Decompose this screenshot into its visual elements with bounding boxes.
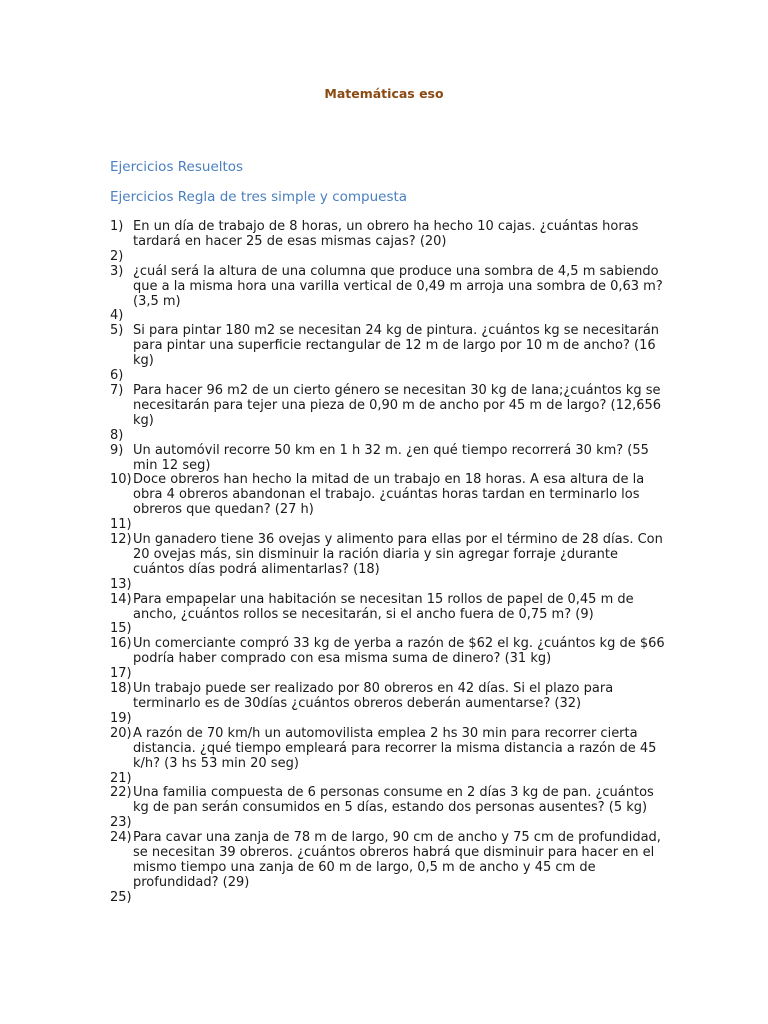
exercise-text	[133, 712, 670, 727]
exercise-list	[110, 220, 670, 906]
exercise-text: Para empapelar una habitación se necesitan 15 rollos de papel de 0,45 m de ancho, ¿cuántos rollos se necesitarán, si el ancho fuera de 0,75 m? (9)	[133, 591, 634, 622]
list-item	[110, 220, 670, 250]
exercise-number: 21)	[110, 770, 132, 786]
exercise-number: 9)	[110, 442, 124, 458]
exercise-number: 19)	[110, 710, 132, 726]
list-item	[110, 593, 670, 623]
list-item	[110, 309, 670, 324]
list-item	[110, 369, 670, 384]
exercise-number: 5)	[110, 323, 124, 339]
exercise-text: En un día de trabajo de 8 horas, un obrero ha hecho 10 cajas. ¿cuántas horas tardará en hacer 25 de esas mismas cajas? (20)	[133, 219, 639, 249]
list-item	[110, 324, 670, 369]
exercise-number: 18)	[110, 681, 132, 697]
exercise-number: 17)	[110, 666, 132, 682]
list-item	[110, 727, 670, 772]
exercise-text	[133, 816, 670, 831]
exercise-number: 11)	[110, 517, 132, 533]
list-item	[110, 265, 670, 310]
exercise-text: Un automóvil recorre 50 km en 1 h 32 m. ¿en qué tiempo recorrerá 30 km? (55 min 12 seg)	[133, 442, 649, 473]
list-item	[110, 682, 670, 712]
list-item	[110, 637, 670, 667]
exercise-number: 8)	[110, 427, 124, 443]
exercise-text	[133, 622, 670, 637]
list-item	[110, 712, 670, 727]
exercise-text: Un ganadero tiene 36 ovejas y alimento para ellas por el término de 28 días. Con 20 ovejas más, sin disminuir la ración diaria y sin agregar forraje ¿durante cuántos días podrá alimentarlas? (18)	[133, 532, 663, 577]
exercise-number: 12)	[110, 532, 132, 548]
list-item	[110, 786, 670, 816]
list-item	[110, 473, 670, 518]
exercise-text: Una familia compuesta de 6 personas consume en 2 días 3 kg de pan. ¿cuántos kg de pan serán consumidos en 5 días, estando dos personas ausentes? (5 kg)	[133, 785, 654, 816]
list-item	[110, 518, 670, 533]
exercise-text	[133, 429, 670, 444]
exercise-number: 13)	[110, 576, 132, 592]
list-item	[110, 831, 670, 891]
exercise-text	[133, 250, 670, 265]
exercise-number: 20)	[110, 725, 132, 741]
exercise-number: 24)	[110, 830, 132, 846]
list-item	[110, 250, 670, 265]
exercise-text: A razón de 70 km/h un automovilista emplea 2 hs 30 min para recorrer cierta distancia. ¿qué tiempo empleará para recorrer la misma distancia a razón de 45 k/h? (3 hs 53 min 20 seg)	[133, 725, 657, 771]
exercise-text: Un comerciante compró 33 kg de yerba a razón de $62 el kg. ¿cuántos kg de $66 podría haber comprado con esa misma suma de dinero? (31 kg)	[133, 636, 665, 667]
list-item	[110, 891, 670, 906]
exercise-number: 16)	[110, 636, 132, 652]
list-item	[110, 667, 670, 682]
exercise-number: 14)	[110, 591, 132, 607]
exercise-number: 22)	[110, 785, 132, 801]
exercise-number: 7)	[110, 382, 124, 398]
exercise-text: Para cavar una zanja de 78 m de largo, 90 cm de ancho y 75 cm de profundidad, se necesitan 39 obreros. ¿cuántos obreros habrá que disminuir para hacer en el mismo tiempo una zanja de 60 m de largo, 0,5 m de ancho y 45 cm de profundidad? (29)	[133, 830, 661, 890]
list-item	[110, 444, 670, 474]
page-title: Matemáticas eso	[324, 86, 444, 101]
exercise-text: Si para pintar 180 m2 se necesitan 24 kg de pintura. ¿cuántos kg se necesitarán para pintar una superficie rectangular de 12 m de largo por 10 m de ancho? (16 kg)	[133, 323, 660, 369]
exercise-text: Doce obreros han hecho la mitad de un trabajo en 18 horas. A esa altura de la obra 4 obreros abandonan el trabajo. ¿cuántas horas tardan en terminarlo los obreros que quedan? (27 h)	[133, 472, 645, 518]
list-item	[110, 429, 670, 444]
list-item	[110, 622, 670, 637]
exercise-number: 25)	[110, 889, 132, 905]
list-item	[110, 816, 670, 831]
exercise-number: 15)	[110, 621, 132, 637]
exercise-text	[133, 772, 670, 787]
exercise-number: 6)	[110, 368, 124, 384]
exercise-number: 3)	[110, 263, 124, 279]
exercise-text	[133, 309, 670, 324]
exercise-text	[133, 667, 670, 682]
exercise-text	[133, 891, 670, 906]
exercise-number: 4)	[110, 308, 124, 324]
list-item	[110, 384, 670, 429]
exercise-number: 23)	[110, 815, 132, 831]
exercise-text: Un trabajo puede ser realizado por 80 obreros en 42 días. Si el plazo para terminarlo es de 30días ¿cuántos obreros deberán aumentarse? (32)	[133, 681, 614, 711]
exercise-number: 2)	[110, 248, 124, 264]
section-heading-resueltos: Ejercicios Resueltos	[110, 159, 244, 175]
list-item	[110, 578, 670, 593]
exercise-text	[133, 578, 670, 593]
list-item	[110, 533, 670, 578]
exercise-number: 1)	[110, 219, 124, 234]
exercise-text: Para hacer 96 m2 de un cierto género se necesitan 30 kg de lana;¿cuántos kg se necesitarán para tejer una pieza de 0,90 m de ancho por 45 m de largo? (12,656 kg)	[133, 382, 662, 428]
exercise-number: 10)	[110, 472, 132, 488]
exercise-text: ¿cuál será la altura de una columna que produce una sombra de 4,5 m sabiendo que a la misma hora una varilla vertical de 0,49 m arroja una sombra de 0,63 m? (3,5 m)	[133, 263, 663, 309]
section-heading-regla-de-tres: Ejercicios Regla de tres simple y compuesta	[110, 189, 408, 205]
exercise-text	[133, 518, 670, 533]
list-item	[110, 772, 670, 787]
exercise-text	[133, 369, 670, 384]
